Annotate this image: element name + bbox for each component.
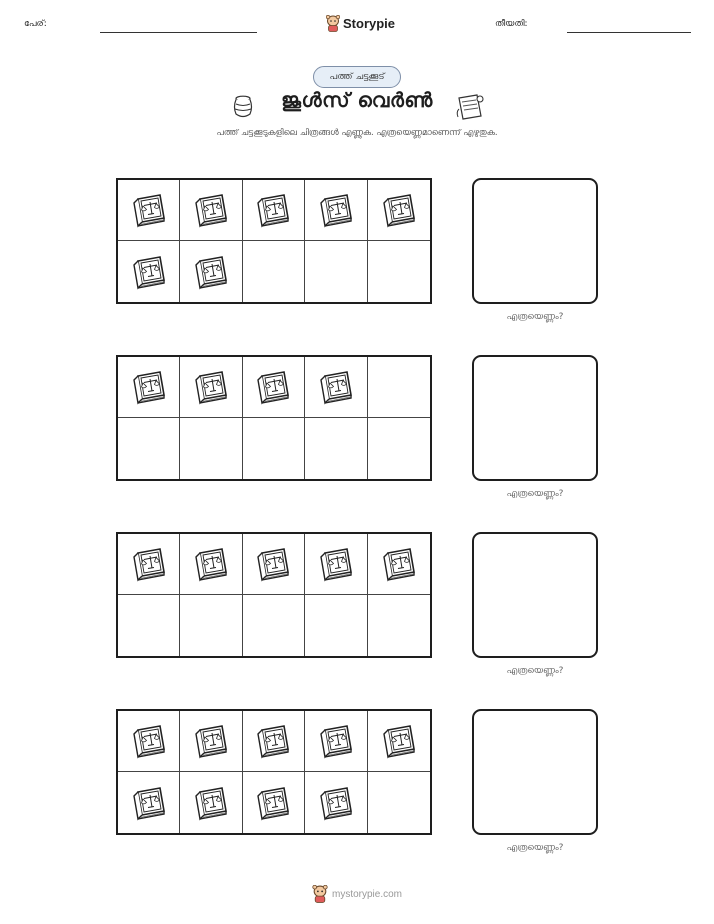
frame-cell <box>368 711 430 772</box>
law-book-icon <box>129 545 169 583</box>
law-book-icon <box>129 191 169 229</box>
name-label: പേര്: <box>24 19 47 29</box>
ten-frame-1 <box>116 178 432 304</box>
frame-cell <box>180 711 242 772</box>
storypie-mascot-icon <box>326 15 340 32</box>
frame-cell <box>368 772 430 833</box>
storypie-mascot-icon <box>312 885 328 903</box>
law-book-icon <box>379 545 419 583</box>
frame-cell <box>243 772 305 833</box>
topic-badge: പത്ത് ചട്ടക്കൂട് <box>313 66 401 88</box>
frame-cell <box>305 595 367 656</box>
question-label: എത്രയെണ്ണം? <box>506 666 564 676</box>
frame-cell <box>243 241 305 302</box>
frame-cell <box>118 180 180 241</box>
frame-cell <box>180 772 242 833</box>
brand-logo <box>326 13 395 33</box>
frame-cell <box>243 357 305 418</box>
law-book-icon <box>316 191 356 229</box>
law-book-icon <box>253 784 293 822</box>
frame-cell <box>368 418 430 479</box>
law-book-icon <box>379 191 419 229</box>
frame-cell <box>118 595 180 656</box>
law-book-icon <box>191 545 231 583</box>
answer-box-1[interactable] <box>472 178 598 304</box>
frame-cell <box>368 534 430 595</box>
frame-cell <box>243 180 305 241</box>
frame-cell <box>305 534 367 595</box>
frame-cell <box>118 772 180 833</box>
frame-cell <box>118 357 180 418</box>
frame-cell <box>243 711 305 772</box>
ten-frame-3 <box>116 532 432 658</box>
instruction-text: പത്ത് ചട്ടക്കൂടുകളിലെ ചിത്രങ്ങൾ എണ്ണുക. എത്രയെണ്ണമാണെന്ന് എഴുതുക. <box>216 128 498 138</box>
law-book-icon <box>129 368 169 406</box>
answer-box-2[interactable] <box>472 355 598 481</box>
frame-cell <box>243 418 305 479</box>
frame-cell <box>305 180 367 241</box>
frame-cell <box>118 241 180 302</box>
ten-frame-4 <box>116 709 432 835</box>
frame-cell <box>180 357 242 418</box>
law-book-icon <box>253 545 293 583</box>
brand-name: Storypie <box>343 15 396 31</box>
question-label: എത്രയെണ്ണം? <box>506 489 564 499</box>
law-book-icon <box>191 722 231 760</box>
law-book-icon <box>379 722 419 760</box>
law-book-icon <box>191 191 231 229</box>
frame-cell <box>180 595 242 656</box>
law-book-icon <box>253 368 293 406</box>
law-book-icon <box>191 784 231 822</box>
law-book-icon <box>253 191 293 229</box>
frame-cell <box>180 534 242 595</box>
law-book-icon <box>129 722 169 760</box>
date-label: തീയതി: <box>495 19 528 29</box>
name-field[interactable] <box>100 32 257 33</box>
page-title: ജൂൾസ് വെർൺ <box>281 88 433 112</box>
ten-frame-2 <box>116 355 432 481</box>
frame-cell <box>180 180 242 241</box>
frame-cell <box>305 711 367 772</box>
law-book-icon <box>129 253 169 291</box>
frame-cell <box>368 357 430 418</box>
answer-box-4[interactable] <box>472 709 598 835</box>
date-field[interactable] <box>567 32 691 33</box>
law-book-icon <box>316 545 356 583</box>
frame-cell <box>118 711 180 772</box>
frame-cell <box>305 357 367 418</box>
law-book-icon <box>316 368 356 406</box>
law-book-icon <box>191 368 231 406</box>
law-book-icon <box>253 722 293 760</box>
frame-cell <box>118 418 180 479</box>
frame-cell <box>118 534 180 595</box>
law-book-icon <box>129 784 169 822</box>
frame-cell <box>305 772 367 833</box>
frame-cell <box>243 595 305 656</box>
footer-site: mystorypie.com <box>331 888 402 900</box>
answer-box-3[interactable] <box>472 532 598 658</box>
frame-cell <box>368 595 430 656</box>
frame-cell <box>243 534 305 595</box>
scroll-map-icon <box>454 92 486 122</box>
frame-cell <box>305 418 367 479</box>
frame-cell <box>180 418 242 479</box>
question-label: എത്രയെണ്ണം? <box>506 312 564 322</box>
question-label: എത്രയെണ്ണം? <box>506 843 564 853</box>
frame-cell <box>368 180 430 241</box>
frame-cell <box>305 241 367 302</box>
frame-cell <box>368 241 430 302</box>
law-book-icon <box>191 253 231 291</box>
frame-cell <box>180 241 242 302</box>
law-book-icon <box>316 784 356 822</box>
law-book-icon <box>316 722 356 760</box>
footer <box>0 885 714 903</box>
